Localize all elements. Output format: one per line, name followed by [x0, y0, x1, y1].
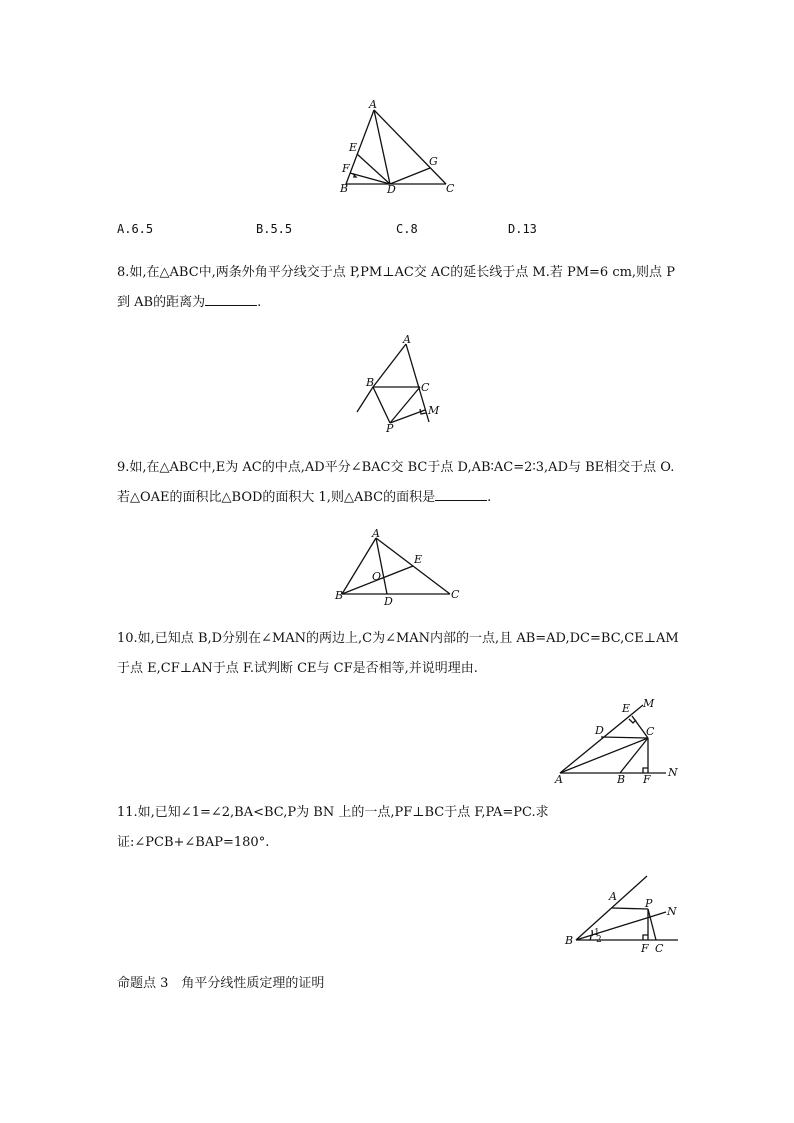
label-E: E: [414, 553, 423, 566]
label-P: P: [386, 422, 394, 435]
label-N: N: [668, 766, 678, 779]
label-E: E: [349, 141, 358, 154]
label-C: C: [451, 588, 460, 601]
question-11: [117, 798, 682, 858]
q11-text: 11.如,已知∠1=∠2,BA<BC,P为 BN 上的一点,PF⊥BC于点 F,PA=PC.求证:∠PCB+∠BAP=180°.: [117, 805, 549, 850]
label-D: D: [387, 183, 396, 196]
label-F: F: [342, 162, 350, 175]
figure-q11: [560, 872, 685, 957]
label-N: N: [667, 905, 677, 918]
label-A: A: [555, 773, 563, 786]
label-A: A: [369, 98, 377, 111]
label-D: D: [384, 595, 393, 608]
label-2: 2: [596, 935, 602, 945]
q9-answer-blank[interactable]: [435, 488, 487, 501]
option-a: A.6.5: [117, 222, 154, 236]
label-A: A: [372, 527, 380, 540]
label-C: C: [646, 725, 655, 738]
figure-q8: [350, 334, 450, 434]
question-9: 9.如,在△ABC中,E为 AC的中点,AD平分∠BAC交 BC于点 D,AB∶AC=2∶3,AD与 BE相交于点 O.若△OAE的面积比△BOD的面积大 1,则△ABC的面积是 .: [117, 460, 675, 505]
question-10: [117, 624, 682, 684]
label-G: G: [429, 155, 438, 168]
label-P: P: [645, 897, 653, 910]
q8-text: 8.如,在△ABC中,两条外角平分线交于点 P,PM⊥AC交 AC的延长线于点 M.若 PM=6 cm,则点 P 到 AB的距离为: [117, 265, 675, 310]
label-C: C: [421, 381, 430, 394]
q10-text: 10.如,已知点 B,D分别在∠MAN的两边上,C为∠MAN内部的一点,且 AB=AD,DC=BC,CE⊥AM于点 E,CF⊥AN于点 F.试判断 CE与 CF是否相等,并说明理由.: [117, 631, 679, 676]
label-1: 1: [594, 928, 600, 938]
label-M: M: [428, 404, 440, 417]
label-B: B: [565, 934, 574, 947]
option-d: D.13: [508, 222, 537, 236]
label-B: B: [617, 773, 626, 786]
label-F: F: [641, 942, 649, 955]
label-D: D: [595, 724, 604, 737]
question-8: 8.如,在△ABC中,两条外角平分线交于点 P,PM⊥AC交 AC的延长线于点 M.若 PM=6 cm,则点 P 到 AB的距离为 .: [117, 265, 675, 310]
label-B: B: [340, 182, 349, 195]
label-B: B: [335, 589, 344, 602]
label-F: F: [643, 773, 651, 786]
figure-q9: [330, 528, 470, 608]
figure-q7: [330, 98, 460, 198]
label-A: A: [403, 333, 411, 346]
q7-options: [117, 222, 717, 238]
option-c: C.8: [396, 222, 418, 236]
figure-q10: [550, 695, 690, 787]
label-E: E: [622, 702, 631, 715]
label-B: B: [366, 376, 375, 389]
label-C: C: [446, 182, 455, 195]
q8-answer-blank[interactable]: [205, 293, 257, 306]
label-C: C: [655, 942, 664, 955]
option-b: B.5.5: [256, 222, 293, 236]
label-M: M: [643, 697, 655, 710]
label-A: A: [609, 890, 617, 903]
q9-text: 9.如,在△ABC中,E为 AC的中点,AD平分∠BAC交 BC于点 D,AB∶AC=2∶3,AD与 BE相交于点 O.若△OAE的面积比△BOD的面积大 1,则△ABC的面积是: [117, 460, 675, 505]
section-heading: 命题点 3 角平分线性质定理的证明: [117, 976, 325, 991]
label-O: O: [372, 570, 382, 583]
